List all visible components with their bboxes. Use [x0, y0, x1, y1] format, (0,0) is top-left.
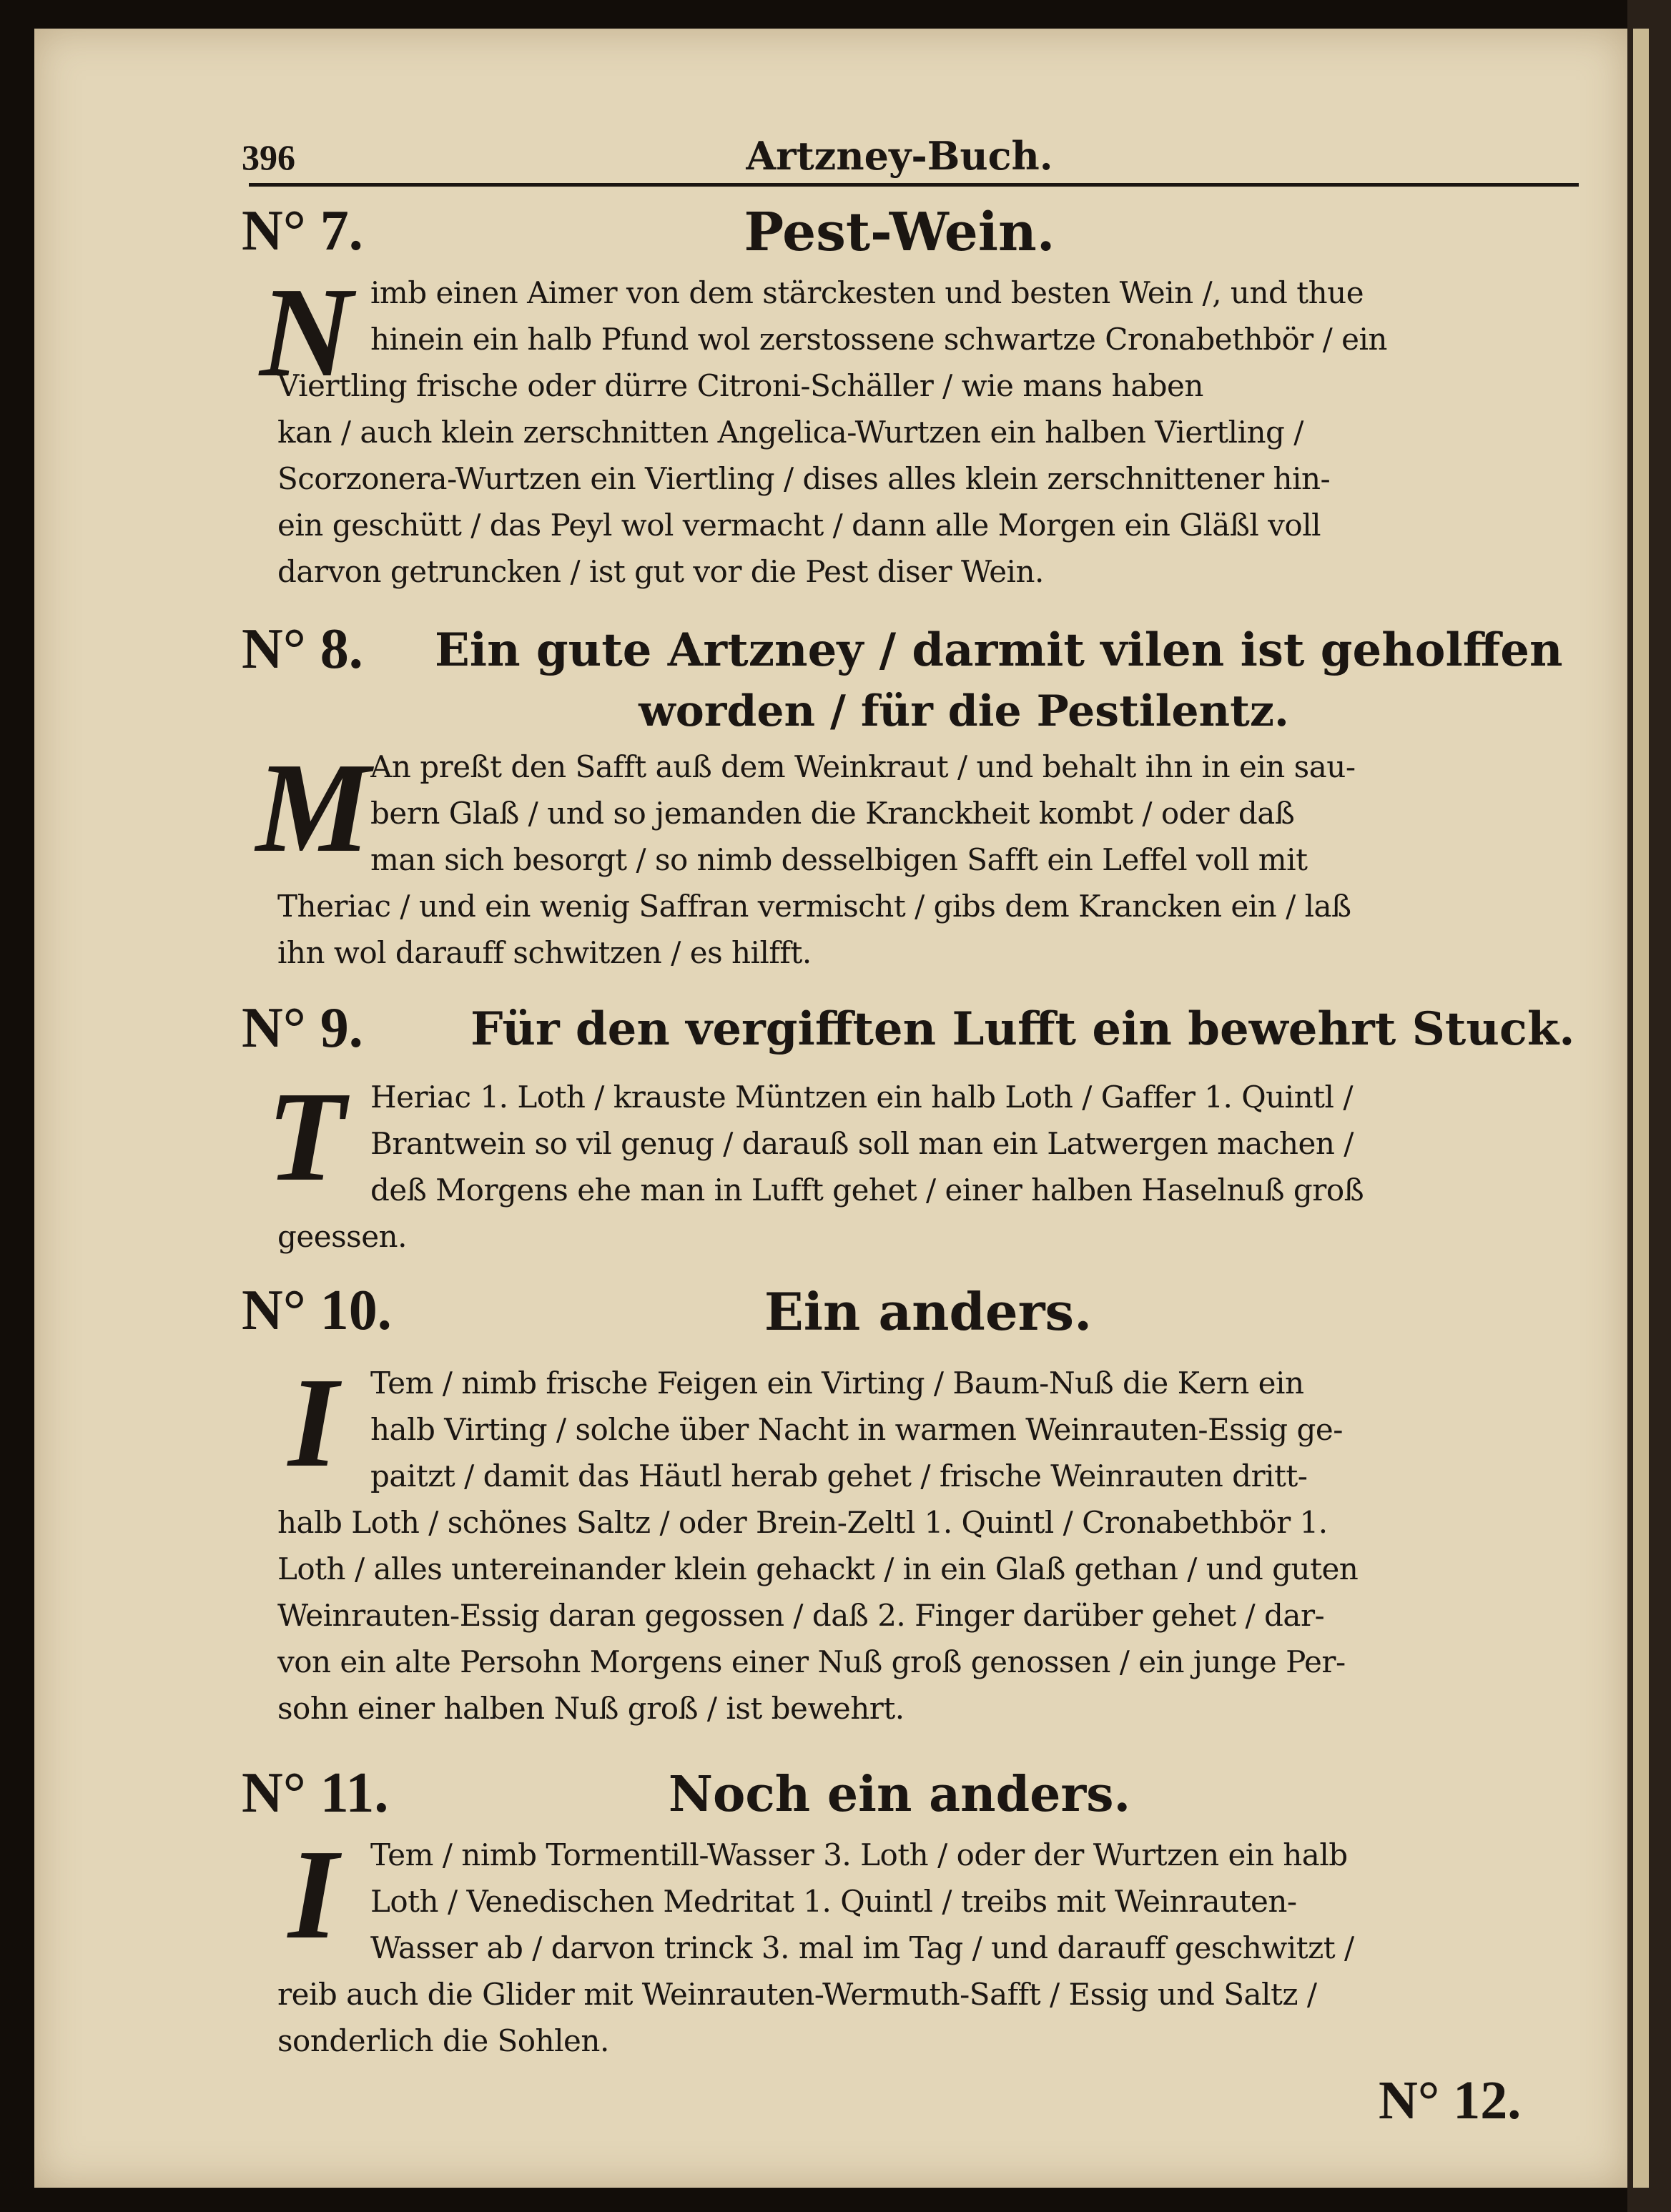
entry-number-10: N° 10.	[242, 1279, 392, 1342]
page-edge-strip	[1633, 29, 1649, 2188]
entry-10-line-4: halb Loth / schönes Saltz / oder Brein-Zeltl 1. Quintl / Cronabethbör 1.	[277, 1505, 1328, 1540]
entry-title-8-cont: worden / für die Pestilentz.	[639, 686, 1289, 736]
entry-number-11: N° 11.	[242, 1762, 389, 1825]
entry-11-line-2: Loth / Venedischen Medritat 1. Quintl / treibs mit Weinrauten-	[370, 1884, 1297, 1919]
drop-cap-7: N	[260, 261, 353, 403]
entry-10-line-7: von ein alte Persohn Morgens einer Nuß groß genossen / ein junge Per-	[277, 1644, 1346, 1679]
entry-9-line-1: Heriac 1. Loth / krauste Müntzen ein halb Loth / Gaffer 1. Quintl /	[370, 1080, 1353, 1115]
book-page	[34, 29, 1627, 2188]
entry-title-7: Pest-Wein.	[744, 202, 1055, 263]
entry-7-line-5: Scorzonera-Wurtzen ein Viertling / dises alles klein zerschnittener hin-	[277, 461, 1331, 496]
entry-11-line-5: sonderlich die Sohlen.	[277, 2023, 609, 2058]
entry-title-8: Ein gute Artzney / darmit vilen ist geholffen	[435, 623, 1563, 677]
entry-9-line-2: Brantwein so vil genug / darauß soll man ein Latwergen machen /	[370, 1126, 1354, 1161]
entry-11-line-3: Wasser ab / darvon trinck 3. mal im Tag / und darauff geschwitzt /	[370, 1930, 1354, 1965]
entry-number-9: N° 9.	[242, 997, 363, 1060]
entry-8-line-4: Theriac / und ein wenig Saffran vermischt / gibs dem Krancken ein / laß	[277, 889, 1351, 924]
entry-8-line-2: bern Glaß / und so jemanden die Kranckheit kombt / oder daß	[370, 796, 1295, 831]
drop-cap-8: M	[255, 736, 371, 879]
header-rule	[249, 183, 1579, 187]
entry-title-10: Ein anders.	[764, 1281, 1093, 1342]
entry-title-11: Noch ein anders.	[668, 1766, 1131, 1823]
adjacent-page-edge	[1627, 0, 1671, 2212]
entry-number-8: N° 8.	[242, 618, 363, 681]
entry-10-line-3: paitzt / damit das Häutl herab gehet / frische Weinrauten dritt-	[370, 1458, 1308, 1493]
entry-7-line-4: kan / auch klein zerschnitten Angelica-Wurtzen ein halben Viertling /	[277, 415, 1303, 450]
entry-8-line-5: ihn wol darauff schwitzen / es hilfft.	[277, 935, 812, 970]
running-title: Artzney-Buch.	[746, 133, 1053, 179]
entry-7-line-3: Viertling frische oder dürre Citroni-Schäller / wie mans haben	[277, 368, 1203, 403]
entry-10-line-2: halb Virting / solche über Nacht in warmen Weinrauten-Essig ge-	[370, 1412, 1343, 1447]
entry-9-line-4: geessen.	[277, 1219, 407, 1254]
entry-7-line-6: ein geschütt / das Peyl wol vermacht / dann alle Morgen ein Gläßl voll	[277, 508, 1321, 543]
drop-cap-11: I	[287, 1823, 339, 1965]
entry-10-line-1: Tem / nimb frische Feigen ein Virting / Baum-Nuß die Kern ein	[370, 1366, 1304, 1401]
entry-7-line-1: imb einen Aimer von dem stärckesten und besten Wein /, und thue	[370, 275, 1364, 310]
entry-10-line-6: Weinrauten-Essig daran gegossen / daß 2. Finger darüber gehet / dar-	[277, 1598, 1325, 1633]
entry-10-line-5: Loth / alles untereinander klein gehackt / in ein Glaß gethan / und guten	[277, 1551, 1359, 1586]
page-number: 396	[242, 137, 295, 177]
entry-11-line-1: Tem / nimb Tormentill-Wasser 3. Loth / oder der Wurtzen ein halb	[370, 1837, 1348, 1872]
entry-10-line-8: sohn einer halben Nuß groß / ist bewehrt.	[277, 1691, 904, 1726]
drop-cap-10: I	[287, 1351, 339, 1493]
entry-8-line-3: man sich besorgt / so nimb desselbigen Safft ein Leffel voll mit	[370, 842, 1308, 877]
entry-title-9: Für den vergifften Lufft ein bewehrt Stuck.	[470, 1002, 1575, 1056]
entry-11-line-4: reib auch die Glider mit Weinrauten-Wermuth-Safft / Essig und Saltz /	[277, 1977, 1317, 2012]
entry-7-line-7: darvon getruncken / ist gut vor die Pest diser Wein.	[277, 554, 1044, 589]
entry-8-line-1: An preßt den Safft auß dem Weinkraut / und behalt ihn in ein sau-	[370, 749, 1356, 784]
catchword: N° 12.	[1379, 2070, 1522, 2130]
entry-7-line-2: hinein ein halb Pfund wol zerstossene schwartze Cronabethbör / ein	[370, 322, 1387, 357]
entry-9-line-3: deß Morgens ehe man in Lufft gehet / einer halben Haselnuß groß	[370, 1172, 1364, 1208]
drop-cap-9: T	[267, 1065, 345, 1208]
entry-number-7: N° 7.	[242, 199, 363, 262]
